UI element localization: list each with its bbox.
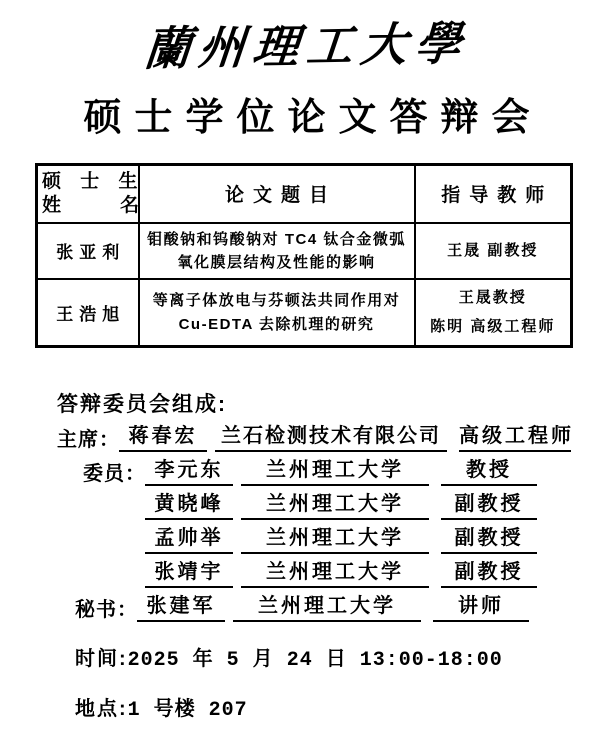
thesis-title-line2: 氧化膜层结构及性能的影响 bbox=[177, 253, 376, 271]
thesis-title bbox=[139, 223, 415, 280]
member-name: 张建军 bbox=[137, 589, 225, 622]
member-organization: 兰州理工大学 bbox=[241, 555, 429, 588]
student-name: 张亚利 bbox=[37, 223, 139, 280]
member-name: 张靖宇 bbox=[145, 555, 233, 588]
thesis-title bbox=[139, 279, 415, 347]
member-organization: 兰州理工大学 bbox=[233, 589, 421, 622]
table-row bbox=[37, 223, 572, 280]
committee-row-member bbox=[83, 460, 613, 486]
member-name: 李元东 bbox=[145, 453, 233, 486]
member-title: 高级工程师 bbox=[459, 419, 571, 452]
role-label: 委员： bbox=[83, 463, 146, 485]
member-title: 副教授 bbox=[441, 555, 537, 588]
university-logo-calligraphy: 蘭州理工大學 bbox=[141, 16, 471, 76]
header-thesis-title: 论文题目 bbox=[139, 165, 415, 223]
defense-location bbox=[75, 692, 613, 722]
committee-row-member bbox=[83, 494, 613, 520]
header-student-name bbox=[37, 165, 147, 223]
committee-row-member bbox=[83, 562, 613, 588]
page-title: 硕士学位论文答辩会 bbox=[83, 97, 543, 139]
header-student-line2: 姓 名 bbox=[42, 194, 147, 216]
time-label: 时间: bbox=[75, 648, 128, 670]
advisor-cell bbox=[415, 223, 572, 280]
thesis-title-line2: Cu-EDTA 去除机理的研究 bbox=[178, 315, 375, 333]
thesis-title-line1: 等离子体放电与芬顿法共同作用对 bbox=[152, 292, 401, 310]
location-label: 地点: bbox=[75, 698, 128, 720]
advisor-name: 王晟 副教授 bbox=[447, 241, 539, 259]
member-title: 副教授 bbox=[441, 487, 537, 520]
committee-heading: 答辩委员会组成: bbox=[57, 393, 227, 416]
time-value: 2025 年 5 月 24 日 13:00-18:00 bbox=[127, 649, 503, 672]
committee-row-member bbox=[83, 528, 613, 554]
member-name: 蒋春宏 bbox=[119, 419, 207, 452]
member-name: 孟帅举 bbox=[145, 521, 233, 554]
member-organization: 兰州理工大学 bbox=[241, 487, 429, 520]
header-student-line1: 硕 士 生 bbox=[42, 171, 145, 192]
university-logo bbox=[0, 10, 613, 76]
student-name: 王浩旭 bbox=[37, 279, 139, 347]
role-label: 主席： bbox=[57, 429, 120, 451]
role-label: 秘书： bbox=[75, 599, 138, 621]
thesis-title-line1: 钼酸钠和钨酸钠对 TC4 钛合金微弧 bbox=[147, 230, 406, 248]
table-row bbox=[37, 279, 572, 347]
member-organization: 兰州理工大学 bbox=[241, 453, 429, 486]
member-title: 讲师 bbox=[433, 589, 529, 622]
defense-table bbox=[35, 163, 573, 348]
location-value: 1 号楼 207 bbox=[127, 699, 248, 722]
member-title: 教授 bbox=[441, 453, 537, 486]
advisor-name: 王晟教授 bbox=[458, 289, 527, 306]
defense-time bbox=[75, 642, 613, 672]
committee-row-secretary bbox=[75, 596, 613, 622]
committee-row-chair bbox=[57, 426, 613, 452]
header-advisor: 指导教师 bbox=[415, 165, 572, 223]
member-organization: 兰石检测技术有限公司 bbox=[215, 419, 447, 452]
table-header-row bbox=[37, 165, 572, 223]
advisor-name: 陈明 高级工程师 bbox=[430, 317, 556, 335]
member-organization: 兰州理工大学 bbox=[241, 521, 429, 554]
advisor-cell bbox=[415, 279, 572, 347]
member-title: 副教授 bbox=[441, 521, 537, 554]
member-name: 黄晓峰 bbox=[145, 487, 233, 520]
